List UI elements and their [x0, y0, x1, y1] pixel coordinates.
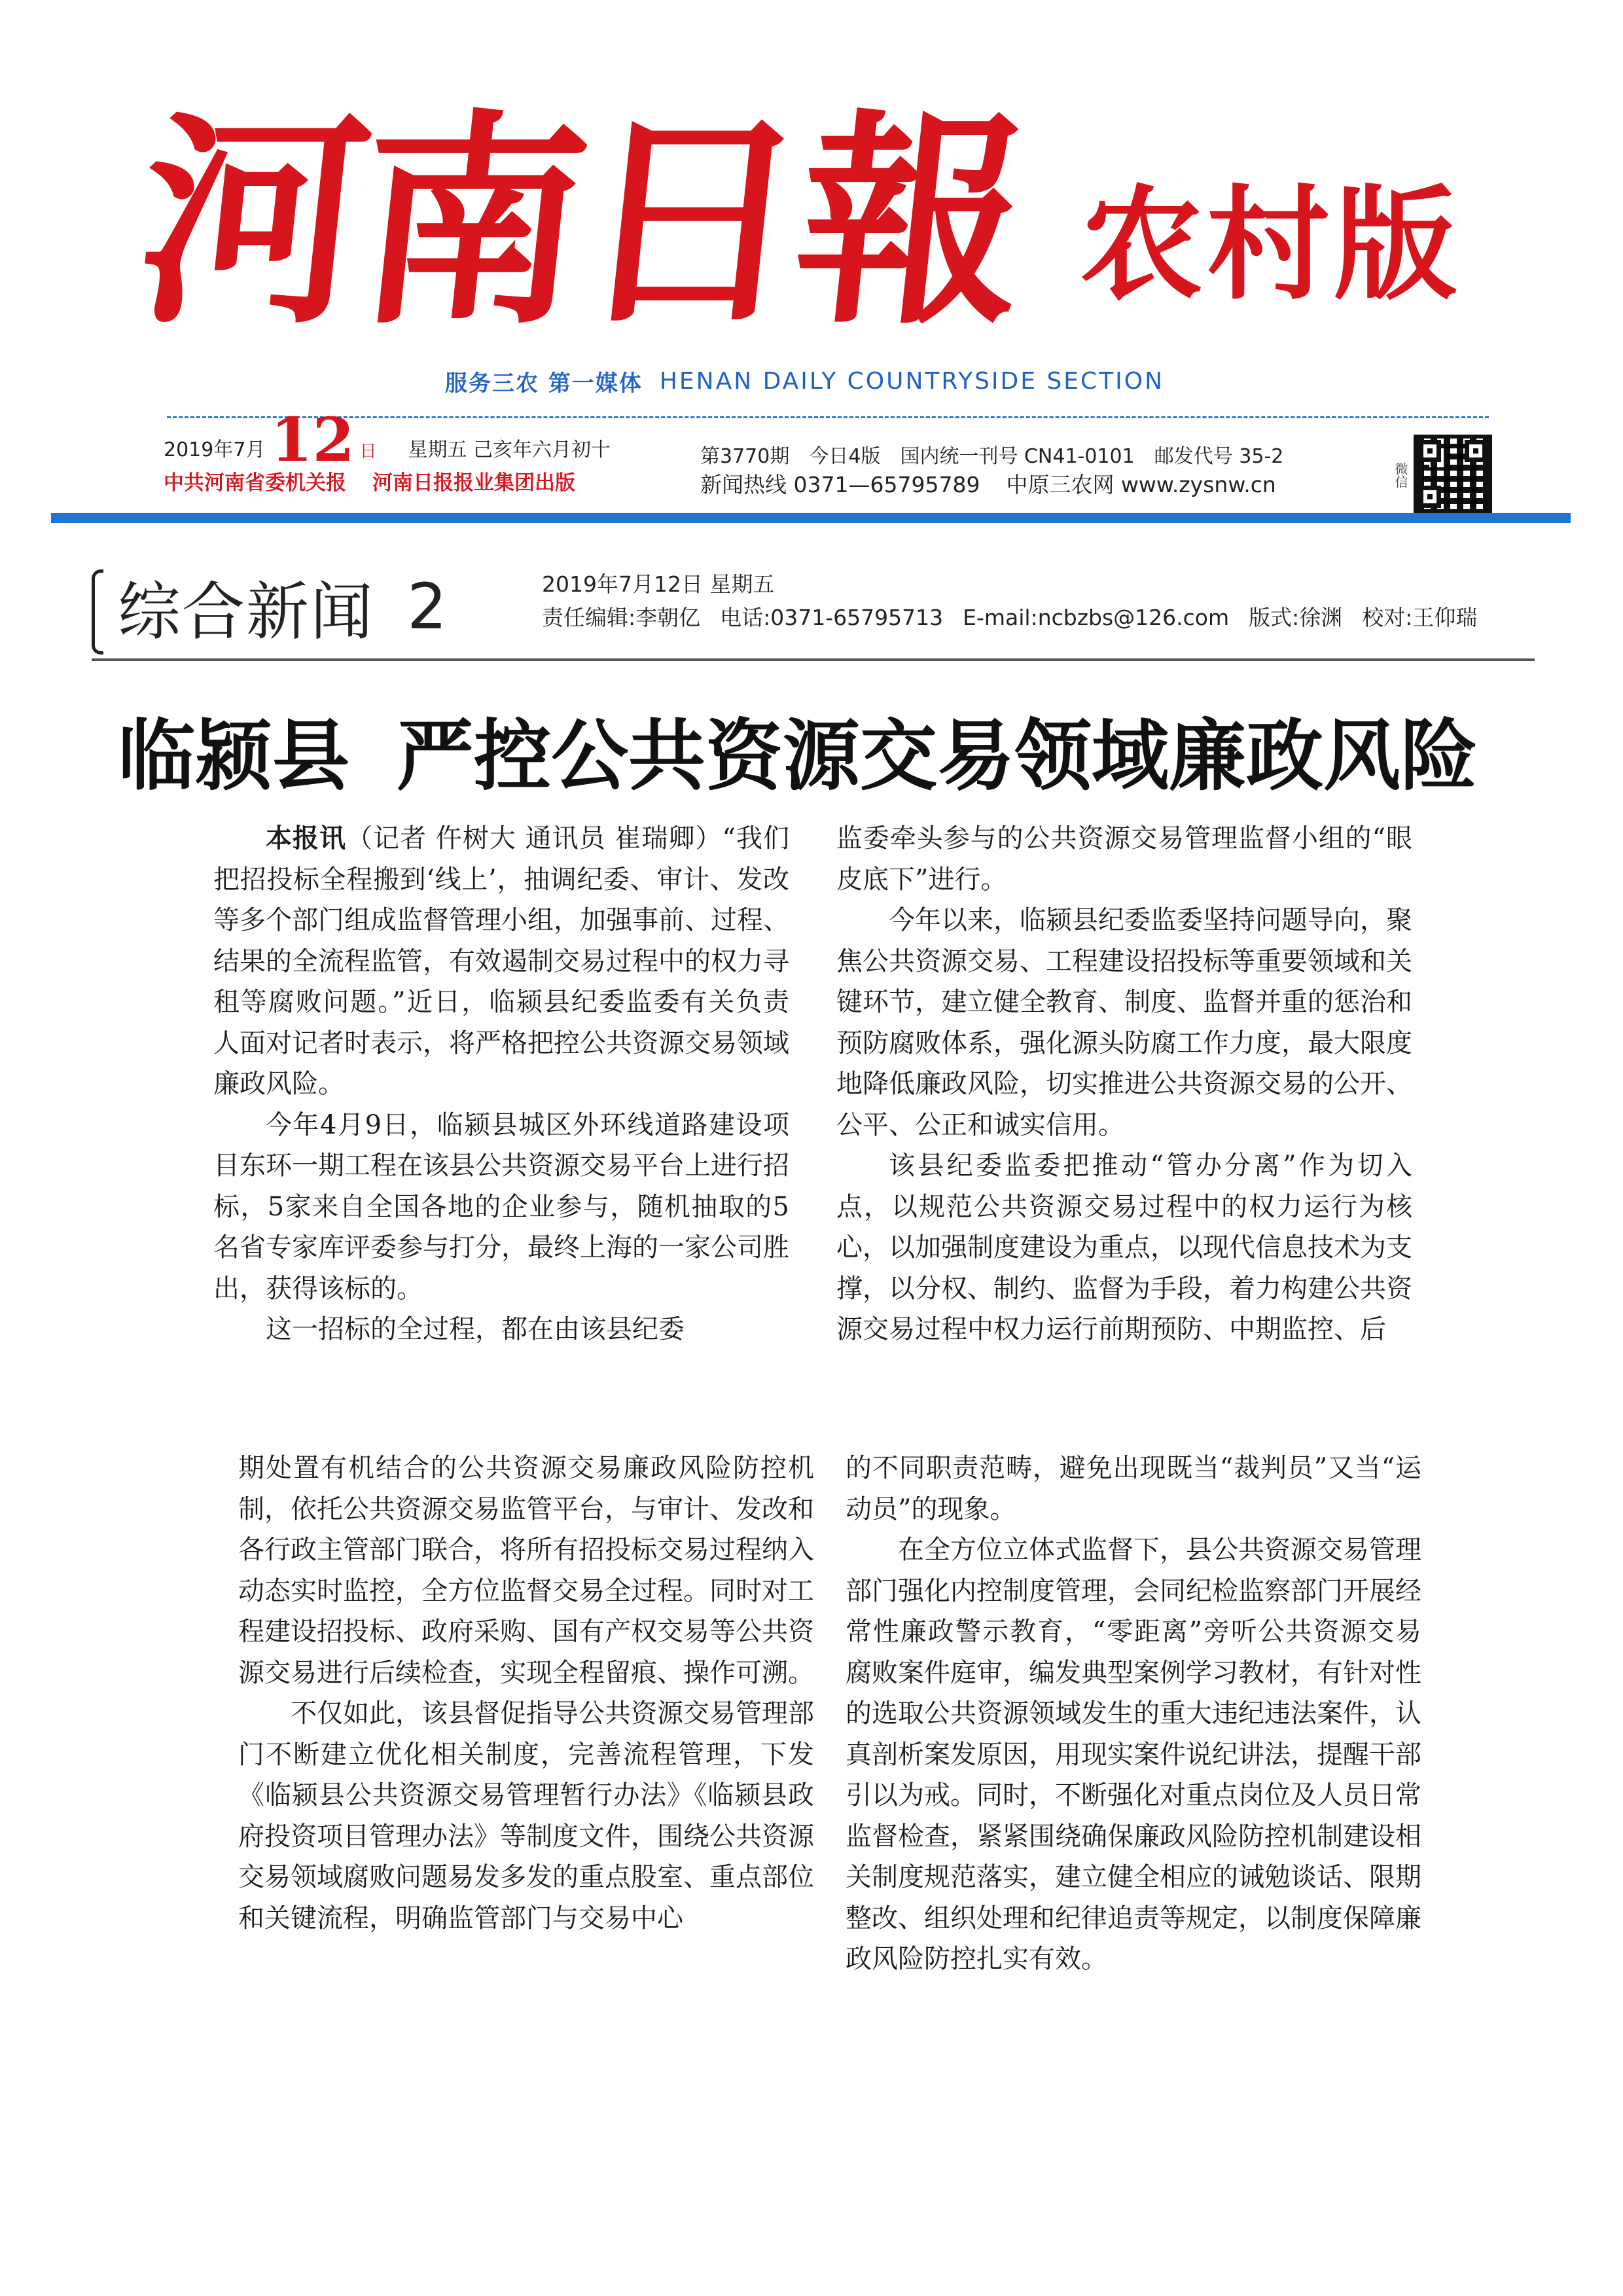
news-hotline: 新闻热线 0371—65795789 [700, 471, 980, 497]
article-column-3 [238, 1448, 814, 2109]
section-rule [92, 658, 1535, 661]
article-column-4 [846, 1448, 1421, 2109]
section-date: 2019年7月12日 星期五 [542, 571, 775, 597]
date-day: 12 [270, 404, 355, 475]
serial-number: 国内统一刊号 CN41-0101 [900, 445, 1135, 468]
masthead-blue-rule [51, 513, 1571, 523]
slogan-english: HENAN DAILY COUNTRYSIDE SECTION [659, 367, 1165, 395]
headline-main: 严控公共资源交易领域廉政风险 [397, 710, 1478, 801]
section-editor: 责任编辑:李朝亿 [542, 605, 701, 630]
date-year-month: 2019年7月 [164, 439, 266, 461]
section-email[interactable]: E-mail:ncbzbs@126.com [963, 605, 1230, 630]
slogan-chinese: 服务三农 第一媒体 [445, 370, 643, 397]
article-column-2 [836, 818, 1412, 1420]
article-paragraph: 这一招标的全过程，都在由该县纪委 [266, 1314, 685, 1344]
section-page-number: 2 [407, 570, 449, 643]
article-paragraph: 不仅如此，该县督促指导公共资源交易管理部门不断建立优化相关制度，完善流程管理，下发《临颍县公共资源交易管理暂行办法》《临颍县政府投资项目管理办法》等制度文件，围绕公共资源交易领域腐败问题易发多发的重点股室、重点部位和关键流程，明确监管部门与交易中心 [238, 1698, 814, 1933]
date-day-unit: 日 [359, 442, 377, 461]
website[interactable]: 中原三农网 www.zysnw.cn [1006, 471, 1276, 497]
article-paragraph: 在全方位立体式监督下，县公共资源交易管理部门强化内控制度管理，会同纪检监察部门开展经常性廉政警示教育，“零距离”旁听公共资源交易腐败案件庭审，编发典型案例学习教材，有针对性的选取公共资源领域发生的重大违纪违法案件，认真剖析案发原因，用现实案件说纪讲法，提醒干部引以为戒。同时，不断强化对重点岗位及人员日常监督检查，紧紧围绕确保廉政风险防控机制建设相关制度规范落实，建立健全相应的诫勉谈话、限期整改、组织处理和纪律追责等规定，以制度保障廉政风险防控扎实有效。 [846, 1535, 1421, 1974]
section-credits [542, 601, 1524, 635]
publication-info [700, 440, 1400, 499]
article-paragraph: 的不同职责范畴，避免出现既当“裁判员”又当“运动员”的现象。 [846, 1453, 1421, 1524]
article-paragraph: 期处置有机结合的公共资源交易廉政风险防控机制，依托公共资源交易监管平台，与审计、发改和各行政主管部门联合，将所有招投标交易过程纳入动态实时监控，全方位监督交易全过程。同时对工程建设招投标、政府采购、国有产权交易等公共资源交易进行后续检查，实现全程留痕、操作可溯。 [238, 1453, 814, 1688]
newspaper-logo: 河南日報 [126, 90, 1032, 355]
section-bracket [92, 569, 103, 655]
sponsor-line [164, 466, 575, 495]
section-phone: 电话:0371-65795713 [720, 605, 944, 630]
section-proofread: 校对:王仰瑞 [1362, 605, 1478, 630]
wechat-qr-code-icon[interactable] [1414, 435, 1492, 513]
slogan-row [445, 361, 1243, 401]
sponsor: 中共河南省委机关报 [164, 471, 346, 495]
headline-place: 临颍县 [118, 710, 350, 801]
page-count: 今日4版 [809, 445, 881, 468]
article-paragraph: 监委牵头参与的公共资源交易管理监督小组的“眼皮底下”进行。 [836, 823, 1412, 895]
publication-info-line1 [700, 440, 1400, 469]
section-title [118, 570, 449, 649]
publisher: 河南日报报业集团出版 [372, 471, 575, 495]
section-meta [542, 568, 1524, 640]
section-layout: 版式:徐渊 [1249, 605, 1343, 630]
byline-lead: 本报讯 [266, 823, 347, 853]
article-paragraph: 今年以来，临颍县纪委监委坚持问题导向，聚焦公共资源交易、工程建设招投标等重要领域和关键环节，建立健全教育、制度、监督并重的惩治和预防腐败体系，强化源头防腐工作力度，最大限度地降低廉政风险，切实推进公共资源交易的公开、公平、公正和诚实信用。 [836, 905, 1412, 1140]
article-paragraph [213, 818, 789, 1105]
date-weekday: 星期五 己亥年六月初十 [408, 439, 611, 461]
date-line [164, 404, 611, 475]
paragraph-text: “我们把招投标全程搬到‘线上’，抽调纪委、审计、发改等多个部门组成监督管理小组，加强事前、过程、结果的全流程监管，有效遏制交易过程中的权力寻租等腐败问题。”近日，临颍县纪委监委有关负责人面对记者时表示，将严格把控公共资源交易领域廉政风险。 [213, 823, 789, 1099]
article-headline [118, 704, 1544, 808]
article-column-1 [213, 818, 789, 1420]
article-paragraph: 该县纪委监委把推动“管办分离”作为切入点，以规范公共资源交易过程中的权力运行为核心，以加强制度建设为重点，以现代信息技术为支撑，以分权、制约、监督为手段，着力构建公共资源交易过程中权力运行前期预防、中期监控、后 [836, 1151, 1412, 1344]
byline: （记者 仵树大 通讯员 崔瑞卿） [346, 823, 722, 853]
date-area [164, 404, 700, 495]
issue-number: 第3770期 [700, 445, 790, 468]
edition-title: 农村版 [1080, 173, 1461, 317]
section-name: 综合新闻 [118, 575, 374, 649]
postal-code: 邮发代号 35-2 [1154, 445, 1284, 468]
qr-label: 微信 [1393, 462, 1408, 488]
article-paragraph: 今年4月9日，临颍县城区外环线道路建设项目东环一期工程在该县公共资源交易平台上进行招标，5家来自全国各地的企业参与，随机抽取的5名省专家库评委参与打分，最终上海的一家公司胜出，获得该标的。 [213, 1109, 789, 1304]
publication-info-line2 [700, 469, 1400, 497]
